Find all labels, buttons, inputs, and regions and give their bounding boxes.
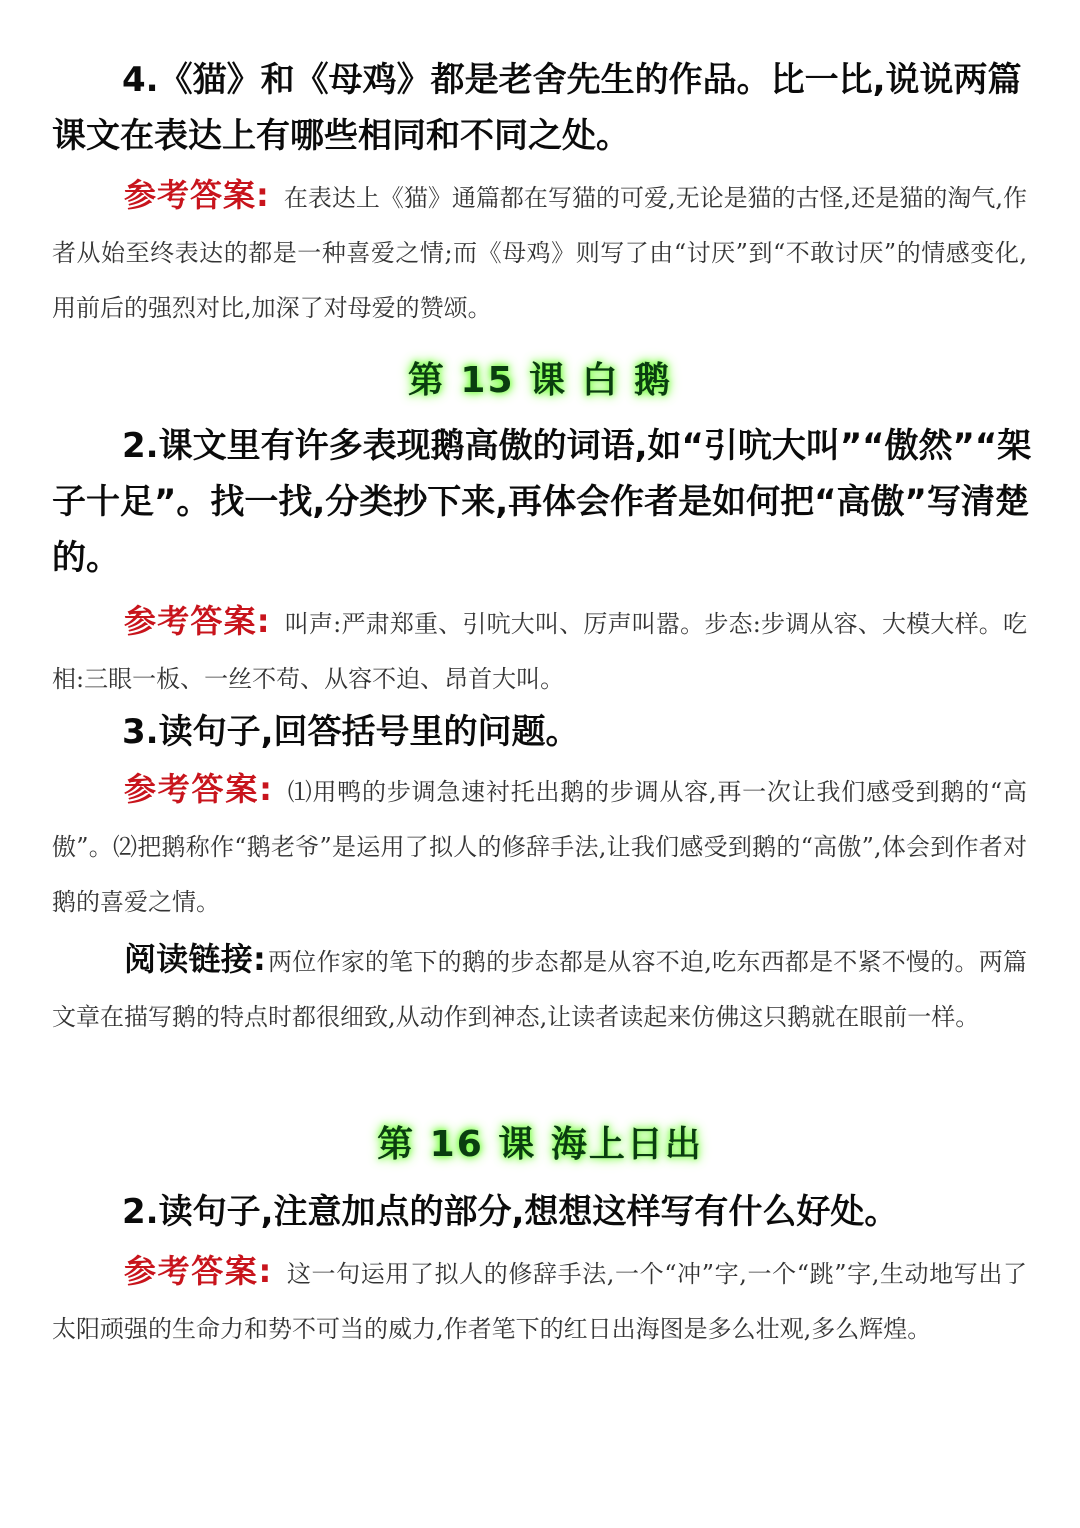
lesson-15-question-3-title: 3.读句子,回答括号里的问题。 bbox=[122, 712, 580, 752]
answer-text: 这一句运用了拟人的修辞手法,一个“冲”字,一个“跳”字,生动地写出了太阳顽强的生命力和势不可当的威力,作者笔下的红日出海图是多么壮观,多么辉煌。 bbox=[52, 1260, 1027, 1343]
lesson-15-reading-link bbox=[52, 932, 1027, 1045]
answer-label: 参考答案: bbox=[124, 770, 273, 808]
reading-link-label: 阅读链接: bbox=[124, 940, 266, 978]
lesson-15-question-2-answer bbox=[52, 594, 1027, 707]
answer-text: ⑴用鸭的步调急速衬托出鹅的步调从容,再一次让我们感受到鹅的“高傲”。⑵把鹅称作“鹅老爷”是运用了拟人的修辞手法,让我们感受到鹅的“高傲”,体会到作者对鹅的喜爱之情。 bbox=[52, 778, 1027, 916]
reading-link-text: 两位作家的笔下的鹅的步态都是从容不迫,吃东西都是不紧不慢的。两篇文章在描写鹅的特点时都很细致,从动作到神态,让读者读起来仿佛这只鹅就在眼前一样。 bbox=[52, 948, 1027, 1031]
question-4-answer bbox=[52, 168, 1027, 336]
answer-label: 参考答案: bbox=[124, 602, 271, 640]
question-4-title: 4.《猫》和《母鸡》都是老舍先生的作品。比一比,说说两篇课文在表达上有哪些相同和不同之处。 bbox=[52, 60, 1022, 156]
answer-label: 参考答案: bbox=[124, 176, 270, 214]
answer-text: 叫声:严肃郑重、引吭大叫、厉声叫嚣。步态:步调从容、大模大样。吃相:三眼一板、一丝不苟、从容不迫、昂首大叫。 bbox=[52, 610, 1027, 693]
answer-text: 在表达上《猫》通篇都在写猫的可爱,无论是猫的古怪,还是猫的淘气,作者从始至终表达的都是一种喜爱之情;而《母鸡》则写了由“讨厌”到“不敢讨厌”的情感变化,用前后的强烈对比,加深了对母爱的赞颂。 bbox=[52, 184, 1027, 322]
lesson-15-heading: 第 15 课 白 鹅 bbox=[407, 360, 673, 401]
lesson-16-question-2-answer bbox=[52, 1244, 1027, 1357]
answer-label: 参考答案: bbox=[124, 1252, 273, 1290]
lesson-15-question-2-title: 2.课文里有许多表现鹅高傲的词语,如“引吭大叫”“傲然”“架子十足”。找一找,分类抄下来,再体会作者是如何把“高傲”写清楚的。 bbox=[52, 426, 1032, 578]
lesson-15-question-3-answer bbox=[52, 762, 1027, 930]
lesson-16-heading: 第 16 课 海上日出 bbox=[377, 1124, 703, 1165]
lesson-16-question-2-title: 2.读句子,注意加点的部分,想想这样写有什么好处。 bbox=[122, 1192, 899, 1232]
